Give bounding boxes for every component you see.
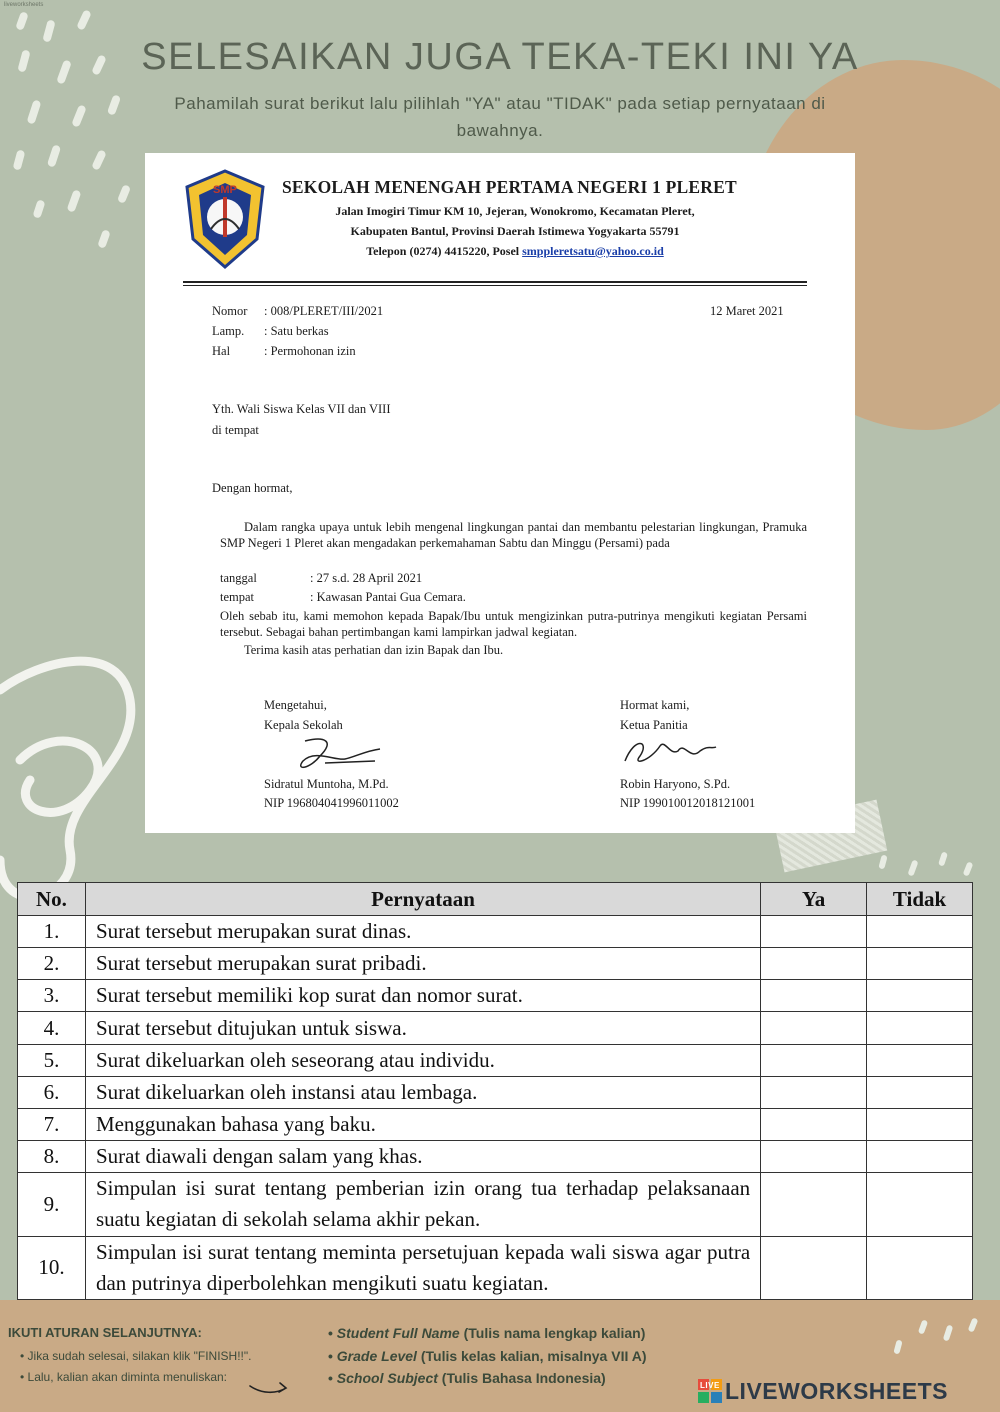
body-paragraph-1: Dalam rangka upaya untuk lebih mengenal lingkungan pantai dan membantu pelestarian lingkungan, Pramuka SMP Negeri 1 Pleret akan mengadakan perkemahaman Sabtu dan Minggu (Persami) pada <box>220 520 807 550</box>
footer-left-text: Lalu, kalian akan diminta menuliskan: <box>27 1370 227 1384</box>
row-number: 5. <box>18 1044 86 1076</box>
row-number: 3. <box>18 980 86 1012</box>
recipient-line-1: Yth. Wali Siswa Kelas VII dan VIII <box>212 402 391 416</box>
logo-text: SMP <box>213 184 237 196</box>
nomor-value: : 008/PLERET/III/2021 <box>264 304 384 318</box>
answer-tidak-cell[interactable] <box>867 1108 973 1140</box>
row-statement: Surat dikeluarkan oleh instansi atau lembaga. <box>85 1076 760 1108</box>
letter-date: 12 Maret 2021 <box>710 304 784 318</box>
header-no: No. <box>18 883 86 916</box>
school-phone: Telepon (0274) 4415220, Posel <box>366 244 523 258</box>
lamp-label: Lamp. <box>212 324 245 338</box>
footer-right-item: • Student Full Name (Tulis nama lengkap kalian) <box>328 1325 646 1341</box>
table-row <box>18 948 973 980</box>
footer-desc: (Tulis kelas kalian, misalnya VII A) <box>416 1348 647 1364</box>
answer-tidak-cell[interactable] <box>867 1141 973 1173</box>
row-number: 8. <box>18 1141 86 1173</box>
footer-right-item: • Grade Level (Tulis kelas kalian, misalnya VII A) <box>328 1348 647 1364</box>
table-row <box>18 1012 973 1044</box>
header-pernyataan: Pernyataan <box>85 883 760 916</box>
answer-ya-cell[interactable] <box>761 1044 867 1076</box>
table-row <box>18 916 973 948</box>
brand-box-letters: LIVE <box>700 1381 720 1390</box>
page-title: SELESAIKAN JUGA TEKA-TEKI INI YA <box>141 36 859 78</box>
answer-tidak-cell[interactable] <box>867 1236 973 1299</box>
row-statement: Simpulan isi surat tentang meminta persetujuan kepada wali siswa agar putra dan putrinya diperbolehkan mengikuti suatu kegiatan. <box>85 1236 760 1299</box>
footer-term: Student Full Name <box>336 1325 460 1341</box>
left-sign-nip: NIP 196804041996011002 <box>264 796 399 810</box>
body-paragraph-2: Oleh sebab itu, kami memohon kepada Bapak/Ibu untuk mengizinkan putra-putrinya mengikuti kegiatan Persami tersebut. Sebagai bahan pertimbangan kami lampirkan jadwal kegiatan. <box>220 609 807 639</box>
table-header-row <box>18 883 973 916</box>
left-sign-line-1: Mengetahui, <box>264 698 327 712</box>
statement-table <box>17 882 973 1300</box>
answer-tidak-cell[interactable] <box>867 1076 973 1108</box>
table-row <box>18 1076 973 1108</box>
liveworksheets-brand[interactable] <box>698 1378 948 1405</box>
page-subtitle: Pahamilah surat berikut lalu pilihlah "YA" atau "TIDAK" pada setiap pernyataan di bawahnya. <box>174 94 826 140</box>
answer-tidak-cell[interactable] <box>867 1173 973 1236</box>
table-row <box>18 1141 973 1173</box>
answer-tidak-cell[interactable] <box>867 1044 973 1076</box>
recipient-line-2: di tempat <box>212 423 259 437</box>
tiny-watermark: liveworksheets <box>4 2 44 8</box>
body-paragraph-3: Terima kasih atas perhatian dan izin Bapak dan Ibu. <box>244 643 504 657</box>
header-tidak: Tidak <box>867 883 973 916</box>
answer-ya-cell[interactable] <box>761 1236 867 1299</box>
answer-ya-cell[interactable] <box>761 1141 867 1173</box>
answer-ya-cell[interactable] <box>761 1012 867 1044</box>
table-row <box>18 1108 973 1140</box>
footer-left-item: • Jika sudah selesai, silakan klik "FINISH!!". <box>20 1349 252 1363</box>
right-sign-name: Robin Haryono, S.Pd. <box>620 777 731 791</box>
hal-value: : Permohonan izin <box>264 344 356 358</box>
greeting: Dengan hormat, <box>212 481 293 495</box>
row-statement: Surat dikeluarkan oleh seseorang atau individu. <box>85 1044 760 1076</box>
kop-divider-thin <box>183 285 807 286</box>
footer-left-item: • Lalu, kalian akan diminta menuliskan: <box>20 1370 227 1384</box>
kop-divider <box>183 281 807 283</box>
answer-tidak-cell[interactable] <box>867 916 973 948</box>
footer-right-item: • School Subject (Tulis Bahasa Indonesia) <box>328 1370 606 1386</box>
row-statement: Surat tersebut merupakan surat pribadi. <box>85 948 760 980</box>
table-row <box>18 980 973 1012</box>
lamp-value: : Satu berkas <box>264 324 329 338</box>
answer-tidak-cell[interactable] <box>867 948 973 980</box>
left-sign-line-2: Kepala Sekolah <box>264 718 343 732</box>
footer-desc: (Tulis nama lengkap kalian) <box>459 1325 646 1341</box>
brand-text: LIVEWORKSHEETS <box>725 1378 948 1404</box>
row-statement: Surat diawali dengan salam yang khas. <box>85 1141 760 1173</box>
school-address-2: Kabupaten Bantul, Provinsi Daerah Istimewa Yogyakarta 55791 <box>350 224 680 238</box>
row-statement: Surat tersebut ditujukan untuk siswa. <box>85 1012 760 1044</box>
footer-desc: (Tulis Bahasa Indonesia) <box>437 1370 606 1386</box>
hal-label: Hal <box>212 344 231 358</box>
answer-ya-cell[interactable] <box>761 916 867 948</box>
right-sign-line-1: Hormat kami, <box>620 698 690 712</box>
right-sign-nip: NIP 199010012018121001 <box>620 796 756 810</box>
brand-logo-icon <box>698 1379 722 1403</box>
school-logo <box>185 169 265 269</box>
row-statement: Surat tersebut merupakan surat dinas. <box>85 916 760 948</box>
row-number: 9. <box>18 1173 86 1236</box>
tempat-value: : Kawasan Pantai Gua Cemara. <box>310 590 466 604</box>
row-number: 4. <box>18 1012 86 1044</box>
footer-term: School Subject <box>336 1370 438 1386</box>
row-number: 1. <box>18 916 86 948</box>
principal-signature <box>285 731 385 776</box>
tanggal-label: tanggal <box>220 571 257 585</box>
table-row <box>18 1173 973 1236</box>
school-address-1: Jalan Imogiri Timur KM 10, Jejeran, Wonokromo, Kecamatan Pleret, <box>335 204 695 218</box>
nomor-label: Nomor <box>212 304 248 318</box>
answer-ya-cell[interactable] <box>761 980 867 1012</box>
answer-ya-cell[interactable] <box>761 1108 867 1140</box>
answer-ya-cell[interactable] <box>761 1076 867 1108</box>
right-sign-line-2: Ketua Panitia <box>620 718 688 732</box>
table-row <box>18 1044 973 1076</box>
footer-term: Grade Level <box>336 1348 417 1364</box>
footer-left-text: Jika sudah selesai, silakan klik "FINISH!!". <box>27 1349 252 1363</box>
row-statement: Simpulan isi surat tentang pemberian izin orang tua terhadap pelaksanaan suatu kegiatan di sekolah selama akhir pekan. <box>85 1173 760 1236</box>
committee-signature <box>620 731 720 776</box>
table-row <box>18 1236 973 1299</box>
tempat-label: tempat <box>220 590 255 604</box>
tanggal-value: : 27 s.d. 28 April 2021 <box>310 571 423 585</box>
letter-document <box>145 153 855 833</box>
answer-tidak-cell[interactable] <box>867 1012 973 1044</box>
school-contact <box>265 244 765 259</box>
row-statement: Menggunakan bahasa yang baku. <box>85 1108 760 1140</box>
row-number: 7. <box>18 1108 86 1140</box>
row-number: 10. <box>18 1236 86 1299</box>
header-ya: Ya <box>761 883 867 916</box>
answer-ya-cell[interactable] <box>761 1173 867 1236</box>
row-number: 6. <box>18 1076 86 1108</box>
row-statement: Surat tersebut memiliki kop surat dan nomor surat. <box>85 980 760 1012</box>
answer-ya-cell[interactable] <box>761 948 867 980</box>
answer-tidak-cell[interactable] <box>867 980 973 1012</box>
left-sign-name: Sidratul Muntoha, M.Pd. <box>264 777 389 791</box>
row-number: 2. <box>18 948 86 980</box>
footer-heading: IKUTI ATURAN SELANJUTNYA: <box>8 1325 202 1340</box>
school-email-link[interactable]: smppleretsatu@yahoo.co.id <box>522 244 664 258</box>
school-name: SEKOLAH MENENGAH PERTAMA NEGERI 1 PLERET <box>282 177 737 197</box>
